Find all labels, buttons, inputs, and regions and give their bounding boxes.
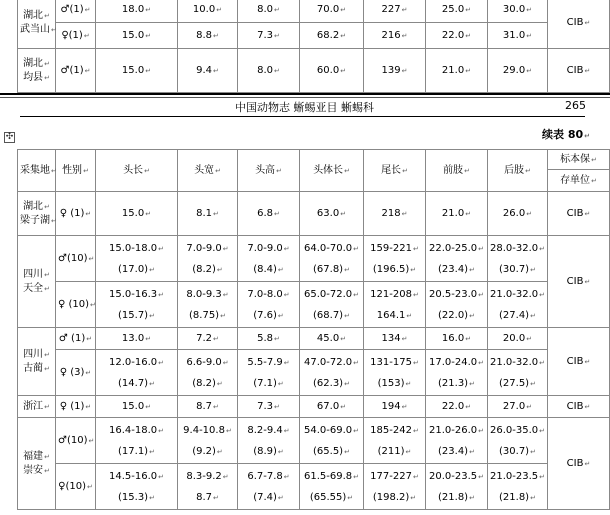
header-forelimb: 前肢↵: [426, 150, 488, 192]
mean-text: (62.3)↵: [313, 377, 350, 389]
range-text: 65.0-72.0↵: [303, 288, 359, 300]
header-head-height: 头高↵: [238, 150, 300, 192]
body-length-cell: [300, 236, 364, 282]
head-width-cell: [178, 464, 238, 510]
page-number: 265: [565, 99, 586, 112]
forelimb-cell: [426, 418, 488, 464]
header-body-length-text: 头体长: [313, 164, 344, 176]
header-head-length: 头长↵: [96, 150, 178, 192]
range-text: 22.0-25.0↵: [428, 242, 484, 254]
value-text: 227↵: [381, 3, 408, 15]
sex-text: ♂(1)↵: [60, 3, 91, 15]
range-text: 5.5-7.9↵: [247, 356, 290, 368]
range-text: 9.4-10.8↵: [183, 424, 232, 436]
mean-text: (17.0)↵: [118, 263, 155, 275]
mean-text: (7.1)↵: [253, 377, 284, 389]
range-text: 15.0-16.3↵: [108, 288, 164, 300]
mean-text: (65.55)↵: [309, 491, 354, 503]
value-text: 68.2↵: [316, 29, 347, 41]
value-text: 25.0↵: [441, 3, 472, 15]
head-length-cell: [96, 328, 178, 350]
table-row: [18, 396, 610, 418]
range-text: 15.0↵: [121, 400, 152, 412]
sex-cell: [56, 418, 96, 464]
mean-text: (21.8)↵: [499, 491, 536, 503]
head-width-cell: [178, 418, 238, 464]
value-text: 29.0↵: [502, 64, 533, 76]
head-width-cell: [178, 49, 238, 93]
head-width-cell: [178, 396, 238, 418]
header-sex: 性别↵: [56, 150, 96, 192]
range-text: 6.8↵: [257, 207, 280, 219]
location-text: 崇安↵: [23, 464, 50, 476]
body-length-cell: [300, 396, 364, 418]
location-text: 四川↵: [23, 348, 50, 360]
value-text: 216↵: [381, 29, 408, 41]
mean-text: (15.3)↵: [118, 491, 155, 503]
sex-text: ♀ (1)↵: [59, 207, 92, 219]
mean-text: (22.0)↵: [438, 309, 475, 321]
range-text: 131-175↵: [370, 356, 419, 368]
measurement-table: [17, 149, 610, 510]
forelimb-cell: [426, 396, 488, 418]
location-text: 湖北↵: [23, 57, 50, 69]
tail-length-cell: [364, 192, 426, 236]
range-text: 17.0-24.0↵: [428, 356, 484, 368]
range-text: 7.0-9.0↵: [186, 242, 229, 254]
range-text: 26.0↵: [502, 207, 533, 219]
header-collection-1-text: 标本保: [560, 153, 591, 165]
location-text: 湖北↵: [23, 9, 50, 21]
mean-text: (9.2)↵: [192, 445, 223, 457]
hindlimb-cell: [488, 192, 548, 236]
forelimb-cell: [426, 23, 488, 49]
mean-text: (27.5)↵: [499, 377, 536, 389]
mean-text: (8.9)↵: [253, 445, 284, 457]
header-location-text: 采集地: [20, 164, 50, 176]
location-cell: [18, 192, 56, 236]
mean-text: (17.1)↵: [118, 445, 155, 457]
mean-text: (30.7)↵: [499, 445, 536, 457]
header-rule: [20, 116, 585, 117]
table-row: [18, 23, 610, 49]
head-height-cell: [238, 192, 300, 236]
hindlimb-cell: [488, 0, 548, 23]
location-text: 福建↵: [23, 450, 50, 462]
mean-text: (198.2)↵: [372, 491, 417, 503]
head-height-cell: [238, 464, 300, 510]
collection-text: CIB↵: [566, 207, 591, 219]
mean-text: (8.75)↵: [189, 309, 226, 321]
location-text: 浙江↵: [23, 400, 50, 412]
table-row: [18, 236, 610, 282]
body-length-cell: [300, 464, 364, 510]
collection-cell: [548, 418, 610, 510]
range-text: 16.4-18.0↵: [108, 424, 164, 436]
body-length-cell: [300, 350, 364, 396]
tail-length-cell: [364, 282, 426, 328]
collection-text: CIB↵: [566, 16, 591, 28]
sex-text: ♂(10)↵: [58, 252, 95, 264]
forelimb-cell: [426, 236, 488, 282]
header-location: 采集地↵: [18, 150, 56, 192]
range-text: 177-227↵: [370, 470, 419, 482]
body-length-cell: [300, 0, 364, 23]
range-text: 7.0-8.0↵: [247, 288, 290, 300]
sex-text: ♀ (1)↵: [59, 400, 92, 412]
range-text: 20.5-23.0↵: [428, 288, 484, 300]
hindlimb-cell: [488, 236, 548, 282]
range-text: 8.3-9.2↵: [186, 470, 229, 482]
range-text: 6.6-9.0↵: [186, 356, 229, 368]
range-text: 15.0-18.0↵: [108, 242, 164, 254]
sex-cell: [56, 282, 96, 328]
forelimb-cell: [426, 464, 488, 510]
sex-text: ♀ (3)↵: [59, 366, 92, 378]
hindlimb-cell: [488, 396, 548, 418]
tail-length-cell: [364, 350, 426, 396]
head-height-cell: [238, 350, 300, 396]
location-text: 均县↵: [23, 71, 50, 83]
tail-length-cell: [364, 49, 426, 93]
table-row: [18, 282, 610, 328]
hindlimb-cell: [488, 23, 548, 49]
value-text: 7.3↵: [257, 29, 280, 41]
range-text: 134↵: [381, 332, 408, 344]
header-collection-2-text: 存单位: [560, 174, 591, 186]
head-width-cell: [178, 350, 238, 396]
page-break-line: [0, 93, 610, 95]
range-text: 21.0-32.0↵: [490, 288, 546, 300]
table-row: [18, 192, 610, 236]
range-text: 20.0-23.5↵: [428, 470, 484, 482]
collection-text: CIB↵: [566, 64, 591, 76]
header-head-length-text: 头长: [123, 164, 144, 176]
table-row: [18, 328, 610, 350]
mean-text: (7.4)↵: [253, 491, 284, 503]
value-text: 22.0↵: [441, 29, 472, 41]
sex-text: ♂ (1)↵: [58, 332, 93, 344]
range-text: 8.7↵: [196, 400, 219, 412]
value-text: 70.0↵: [316, 3, 347, 15]
range-text: 8.1↵: [196, 207, 219, 219]
mean-text: (8.4)↵: [253, 263, 284, 275]
sex-cell: [56, 0, 96, 23]
range-text: 218↵: [381, 207, 408, 219]
location-text: 梁子湖↵: [20, 214, 57, 226]
hindlimb-cell: [488, 350, 548, 396]
table-caption: 续表 80↵: [541, 128, 590, 141]
value-text: 30.0↵: [502, 3, 533, 15]
sex-cell: [56, 192, 96, 236]
range-text: 64.0-70.0↵: [303, 242, 359, 254]
range-text: 14.5-16.0↵: [108, 470, 164, 482]
range-text: 7.0-9.0↵: [247, 242, 290, 254]
range-text: 45.0↵: [316, 332, 347, 344]
range-text: 22.0↵: [441, 400, 472, 412]
head-width-cell: [178, 192, 238, 236]
range-text: 12.0-16.0↵: [108, 356, 164, 368]
range-text: 121-208↵: [370, 288, 419, 300]
location-cell: [18, 328, 56, 396]
range-text: 20.0↵: [502, 332, 533, 344]
table-row: [18, 0, 610, 23]
range-text: 63.0↵: [316, 207, 347, 219]
value-text: 15.0↵: [121, 29, 152, 41]
range-text: 27.0↵: [502, 400, 533, 412]
hindlimb-cell: [488, 464, 548, 510]
sex-cell: [56, 396, 96, 418]
table-row: [18, 418, 610, 464]
collection-text: CIB↵: [566, 275, 591, 287]
table-row: [18, 464, 610, 510]
range-text: 194↵: [381, 400, 408, 412]
body-length-cell: [300, 49, 364, 93]
head-length-cell: [96, 464, 178, 510]
hindlimb-cell: [488, 282, 548, 328]
range-text: 54.0-69.0↵: [303, 424, 359, 436]
location-cell: [18, 0, 56, 49]
head-length-cell: [96, 49, 178, 93]
mean-text: (8.2)↵: [192, 263, 223, 275]
head-width-cell: [178, 282, 238, 328]
running-header-title: 中国动物志 蜥蜴亚目 蜥蜴科: [235, 101, 374, 114]
collection-text: CIB↵: [566, 355, 591, 367]
header-hindlimb: 后肢↵: [488, 150, 548, 192]
collection-text: CIB↵: [566, 400, 591, 412]
header-sex-text: 性别: [62, 164, 83, 176]
mean-text: 164.1↵: [376, 309, 413, 321]
collection-text: CIB↵: [566, 457, 591, 469]
range-text: 67.0↵: [316, 400, 347, 412]
value-text: 31.0↵: [502, 29, 533, 41]
location-cell: [18, 236, 56, 328]
head-length-cell: [96, 282, 178, 328]
sex-cell: [56, 464, 96, 510]
hindlimb-cell: [488, 328, 548, 350]
mean-text: (68.7)↵: [313, 309, 350, 321]
tail-length-cell: [364, 396, 426, 418]
value-text: 8.8↵: [196, 29, 219, 41]
head-width-cell: [178, 0, 238, 23]
mean-text: (21.8)↵: [438, 491, 475, 503]
head-width-cell: [178, 328, 238, 350]
hindlimb-cell: [488, 49, 548, 93]
head-height-cell: [238, 418, 300, 464]
range-text: 6.7-7.8↵: [247, 470, 290, 482]
head-height-cell: [238, 328, 300, 350]
sex-text: ♂(1)↵: [60, 64, 91, 76]
value-text: 21.0↵: [441, 64, 472, 76]
range-text: 21.0-26.0↵: [428, 424, 484, 436]
head-length-cell: [96, 350, 178, 396]
header-forelimb-text: 前肢: [443, 164, 464, 176]
forelimb-cell: [426, 0, 488, 23]
range-text: 16.0↵: [441, 332, 472, 344]
move-handle-icon[interactable]: ✣: [5, 132, 14, 142]
mean-text: (15.7)↵: [118, 309, 155, 321]
value-text: 18.0↵: [121, 3, 152, 15]
head-width-cell: [178, 23, 238, 49]
range-text: 8.2-9.4↵: [247, 424, 290, 436]
location-text: 四川↵: [23, 268, 50, 280]
body-length-cell: [300, 328, 364, 350]
table-caption-text: 续表 80: [541, 128, 584, 141]
page-break-line-thin: [0, 97, 610, 98]
value-text: 139↵: [381, 64, 408, 76]
table-row: [18, 350, 610, 396]
forelimb-cell: [426, 49, 488, 93]
head-height-cell: [238, 49, 300, 93]
header-collection-1: 标本保↵: [548, 150, 610, 170]
sex-text: ♀(1)↵: [61, 29, 90, 41]
hindlimb-cell: [488, 418, 548, 464]
header-tail-length-text: 尾长: [381, 164, 402, 176]
body-length-cell: [300, 23, 364, 49]
forelimb-cell: [426, 328, 488, 350]
body-length-cell: [300, 282, 364, 328]
value-text: 8.0↵: [257, 64, 280, 76]
head-length-cell: [96, 192, 178, 236]
mean-text: (23.4)↵: [438, 263, 475, 275]
sex-text: ♂(10)↵: [58, 434, 95, 446]
head-height-cell: [238, 396, 300, 418]
head-height-cell: [238, 0, 300, 23]
sex-cell: [56, 49, 96, 93]
forelimb-cell: [426, 282, 488, 328]
mean-text: (21.3)↵: [438, 377, 475, 389]
location-text: 湖北↵: [23, 200, 50, 212]
head-length-cell: [96, 396, 178, 418]
collection-cell: [548, 328, 610, 396]
mean-text: (67.8)↵: [313, 263, 350, 275]
value-text: 10.0↵: [192, 3, 223, 15]
value-text: 8.0↵: [257, 3, 280, 15]
value-text: 60.0↵: [316, 64, 347, 76]
range-text: 15.0↵: [121, 207, 152, 219]
range-text: 61.5-69.8↵: [303, 470, 359, 482]
header-head-width-text: 头宽: [194, 164, 215, 176]
header-collection-2: 存单位↵: [548, 170, 610, 192]
range-text: 7.3↵: [257, 400, 280, 412]
sex-cell: [56, 328, 96, 350]
mean-text: (196.5)↵: [372, 263, 417, 275]
header-tail-length: 尾长↵: [364, 150, 426, 192]
table-row: [18, 49, 610, 93]
location-text: 天全↵: [23, 282, 50, 294]
mean-text: (65.5)↵: [313, 445, 350, 457]
head-length-cell: [96, 23, 178, 49]
tail-length-cell: [364, 328, 426, 350]
head-height-cell: [238, 236, 300, 282]
tail-length-cell: [364, 464, 426, 510]
body-length-cell: [300, 192, 364, 236]
location-cell: [18, 49, 56, 93]
mean-text: (14.7)↵: [118, 377, 155, 389]
range-text: 26.0-35.0↵: [490, 424, 546, 436]
sex-cell: [56, 350, 96, 396]
location-text: 武当山↵: [20, 23, 57, 35]
mean-text: (27.4)↵: [499, 309, 536, 321]
previous-page-table: [17, 0, 610, 93]
mean-text: (8.2)↵: [192, 377, 223, 389]
mean-text: 8.7↵: [196, 491, 219, 503]
mean-text: (211)↵: [377, 445, 412, 457]
range-text: 13.0↵: [121, 332, 152, 344]
header-head-width: 头宽↵: [178, 150, 238, 192]
head-length-cell: [96, 0, 178, 23]
header-hindlimb-text: 后肢: [504, 164, 525, 176]
sex-cell: [56, 23, 96, 49]
mean-text: (7.6)↵: [253, 309, 284, 321]
range-text: 28.0-32.0↵: [490, 242, 546, 254]
sex-text: ♀ (10)↵: [58, 298, 96, 310]
forelimb-cell: [426, 192, 488, 236]
head-height-cell: [238, 282, 300, 328]
range-text: 5.8↵: [257, 332, 280, 344]
location-cell: [18, 418, 56, 510]
range-text: 7.2↵: [196, 332, 219, 344]
value-text: 15.0↵: [121, 64, 152, 76]
location-cell: [18, 396, 56, 418]
mean-text: (30.7)↵: [499, 263, 536, 275]
collection-cell: [548, 396, 610, 418]
header-head-height-text: 头高: [255, 164, 276, 176]
head-length-cell: [96, 418, 178, 464]
collection-cell: [548, 192, 610, 236]
location-text: 古蔺↵: [23, 362, 50, 374]
range-text: 47.0-72.0↵: [303, 356, 359, 368]
tail-length-cell: [364, 23, 426, 49]
header-body-length: 头体长↵: [300, 150, 364, 192]
body-length-cell: [300, 418, 364, 464]
range-text: 21.0-32.0↵: [490, 356, 546, 368]
range-text: 21.0-23.5↵: [490, 470, 546, 482]
range-text: 8.0-9.3↵: [186, 288, 229, 300]
forelimb-cell: [426, 350, 488, 396]
range-text: 21.0↵: [441, 207, 472, 219]
range-text: 185-242↵: [370, 424, 419, 436]
mean-text: (153)↵: [377, 377, 412, 389]
tail-length-cell: [364, 418, 426, 464]
value-text: 9.4↵: [196, 64, 219, 76]
head-height-cell: [238, 23, 300, 49]
mean-text: (23.4)↵: [438, 445, 475, 457]
tail-length-cell: [364, 236, 426, 282]
head-length-cell: [96, 236, 178, 282]
head-width-cell: [178, 236, 238, 282]
collection-cell: [548, 49, 610, 93]
sex-cell: [56, 236, 96, 282]
tail-length-cell: [364, 0, 426, 23]
collection-cell: [548, 236, 610, 328]
range-text: 159-221↵: [370, 242, 419, 254]
sex-text: ♀(10)↵: [58, 480, 93, 492]
collection-cell: [548, 0, 610, 49]
